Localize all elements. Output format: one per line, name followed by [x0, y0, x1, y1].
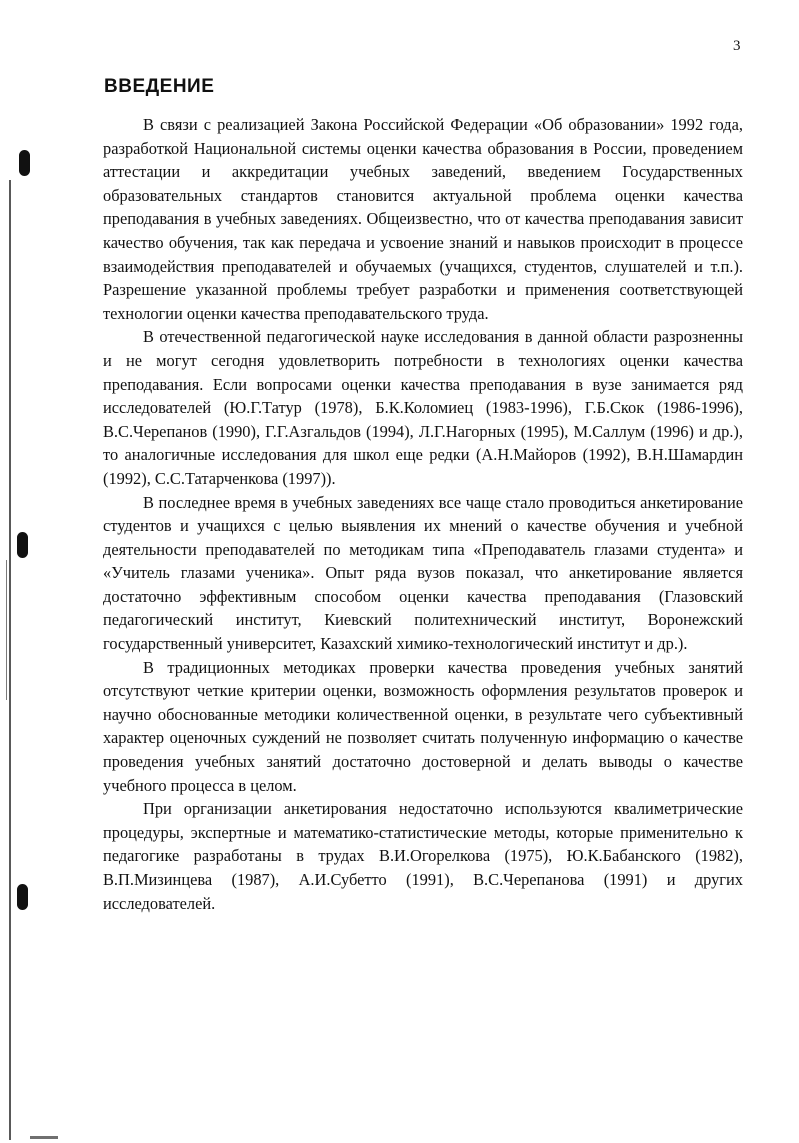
section-heading: ВВЕДЕНИЕ: [104, 76, 215, 97]
paragraph: В отечественной педагогической науке исследования в данной области разрозненны и не могут сегодня удовлетворить потребности в технологиях оценки качества преподавания. Если вопросами оценки качества преподавания в вузе занимается ряд исследователей (Ю.Г.Татур (1978), Б.К.Коломиец (1983-1996), Г.Б.Скок (1986-1996), В.С.Черепанов (1990), Г.Г.Азгальдов (1994), Л.Г.Нагорных (1995), М.Саллум (1996) и др.), то аналогичные исследования для школ еще редки (А.Н.Майоров (1992), В.Н.Шамардин (1992), С.С.Татарченкова (1997)).: [103, 327, 743, 488]
punch-hole-bottom: [17, 884, 28, 910]
scan-edge-line: [9, 180, 11, 1140]
scan-edge-line-short: [6, 560, 7, 700]
paragraph: В последнее время в учебных заведениях все чаще стало проводиться анкетирование студентов и учащихся с целью выявления их мнений о качестве обучения и учебной деятельности преподавателей по методикам типа «Преподаватель глазами студента» и «Учитель глазами ученика». Опыт ряда вузов показал, что анкетирование является достаточно эффективным способом оценки качества преподавания (Глазовский педагогический институт, Киевский политехнический институт, Воронежский государственный университет, Казахский химико-технологический институт и др.).: [103, 492, 743, 654]
scan-bottom-smudge: [30, 1136, 58, 1139]
body-text: [103, 113, 743, 915]
punch-hole-top: [19, 150, 30, 176]
paragraph: В традиционных методиках проверки качества проведения учебных занятий отсутствуют четкие критерии оценки, возможность оформления результатов проверок и научно обоснованные методики количественной оценки, в результате чего субъективный характер оценочных суждений не позволяет считать полученную информацию о качестве проведения учебных занятий достаточно достоверной и делать выводы о качестве учебного процесса в целом.: [103, 657, 743, 795]
paragraph: При организации анкетирования недостаточно используются квалиметрические процедуры, экспертные и математико-статистические методы, которые применительно к педагогике разработаны в трудах В.И.Огорелкова (1975), Ю.К.Бабанского (1982), В.П.Мизинцева (1987), А.И.Субетто (1991), В.С.Черепанова (1991) и других исследователей.: [103, 799, 743, 913]
page-number: 3: [733, 38, 741, 54]
punch-hole-middle: [17, 532, 28, 558]
paragraph: В связи с реализацией Закона Российской Федерации «Об образовании» 1992 года, разработкой Национальной системы оценки качества образования в России, проведением аттестации и аккредитации учебных заведений, введением Государственных образовательных стандартов становится актуальной проблема оценки качества преподавания в учебных заведениях. Общеизвестно, что от качества преподавания зависит качество обучения, так как передача и усвоение знаний и навыков происходит в процессе взаимодействия преподавателей и обучаемых (учащихся, студентов, слушателей и т.п.). Разрешение указанной проблемы требует разработки и применения соответствующей технологии оценки качества преподавательского труда.: [103, 115, 743, 323]
